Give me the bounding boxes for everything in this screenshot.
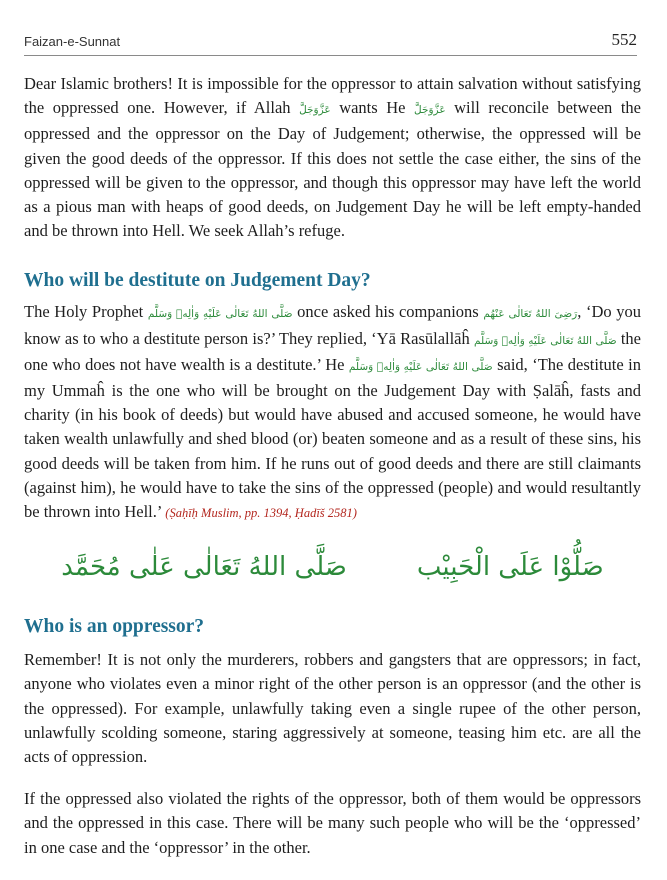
section-heading-destitute: Who will be destitute on Judgement Day?	[24, 270, 371, 292]
destitute-text-1: The Holy Prophet	[24, 302, 148, 322]
page-body	[24, 72, 641, 860]
destitute-text-5: said, ‘The destitute in my Ummaĥ is the one who will be brought on the Judgement Day with Ṣalāĥ, fasts and charity (in his book of deeds) but would have abused and accused someone, he would have taken wealth unlawfully and shed blood (or) beaten someone and as a result of these sins, his good deeds will be taken from him. If he runs out of good deeds and there are still claimants (against him), he would have to take the sins of the oppressed (people) and would resultantly be thrown into Hell.’	[24, 354, 641, 522]
intro-text-3: will reconcile between the oppressed and the oppressor on the Day of Judgement; otherwise, the oppressed will be given the good deeds of the oppressor. If this does not settle the case either, the sins of the oppressed will be given to the oppressor, and though this oppressor may have left the world as a pious man with heaps of good deeds, on Judgement Day he will be left empty-handed and be thrown into Hell. We seek Allah’s refuge.	[24, 98, 641, 241]
honorific-azzawajal: عَزَّوَجَلَّ	[299, 104, 331, 117]
intro-paragraph	[24, 72, 641, 243]
destitute-text-2: once asked his companions	[292, 302, 484, 322]
destitute-text-4: the one who does not have wealth is a destitute.’ He	[24, 328, 641, 374]
page-header	[24, 30, 637, 58]
book-title: Faizan-e-Sunnat	[24, 34, 121, 49]
honorific-salawat: صَلَّى اللهُ تَعَالٰى عَلَيْهِ وَاٰلِهٖ وَسَلَّم	[147, 308, 293, 321]
destitute-text-3: , ‘Do you know as to who a destitute person is?’ They replied, ‘Yā Rasūlallāĥ	[24, 302, 642, 348]
durood-sallallahu: صَلَّى اللهُ تَعَالٰی عَلٰی مُحَمَّد	[61, 552, 347, 583]
oppressor-paragraph-2: If the oppressed also violated the rights of the oppressor, both of them would be oppressors and the oppressed in this case. There will be many such people who will be the ‘oppressed’ in one case and the ‘oppressor’ in the other.	[24, 789, 641, 857]
intro-text-2: wants He	[330, 98, 415, 118]
header-divider	[24, 55, 637, 56]
hadith-citation: (Ṣaḥīḥ Muslim, pp. 1394, Ḥadīš 2581)	[165, 506, 357, 521]
page-number: 552	[611, 30, 637, 49]
honorific-salawat: صَلَّى اللهُ تَعَالٰى عَلَيْهِ وَاٰلِهٖ وَسَلَّم	[473, 334, 617, 347]
honorific-azzawajal: عَزَّوَجَلَّ	[414, 104, 446, 117]
honorific-radiallahu: رَضِیَ اللهُ تَعَالٰى عَنْهُم	[483, 308, 578, 321]
oppressor-paragraph-1: Remember! It is not only the murderers, robbers and gangsters that are oppressors; in fact, anyone who violates even a minor right of the other person is an oppressor (and the other is the oppressed). For example, unlawfully taking even a single rupee of the other person, unlawfully scolding someone, staring aggressively at someone, teasing him etc. are all the acts of oppression.	[24, 650, 641, 767]
durood-line	[24, 549, 641, 585]
durood-sallu-alal-habib: صَلُّوْا عَلَى الْحَبِیْب	[416, 552, 604, 583]
section-heading-oppressor: Who is an oppressor?	[24, 616, 205, 638]
intro-text-1: Dear Islamic brothers! It is impossible for the oppressor to attain salvation without satisfying the oppressed one. However, if Allah	[24, 74, 641, 118]
destitute-paragraph	[24, 300, 641, 525]
honorific-salawat: صَلَّى اللهُ تَعَالٰى عَلَيْهِ وَاٰلِهٖ وَسَلَّم	[348, 360, 493, 373]
